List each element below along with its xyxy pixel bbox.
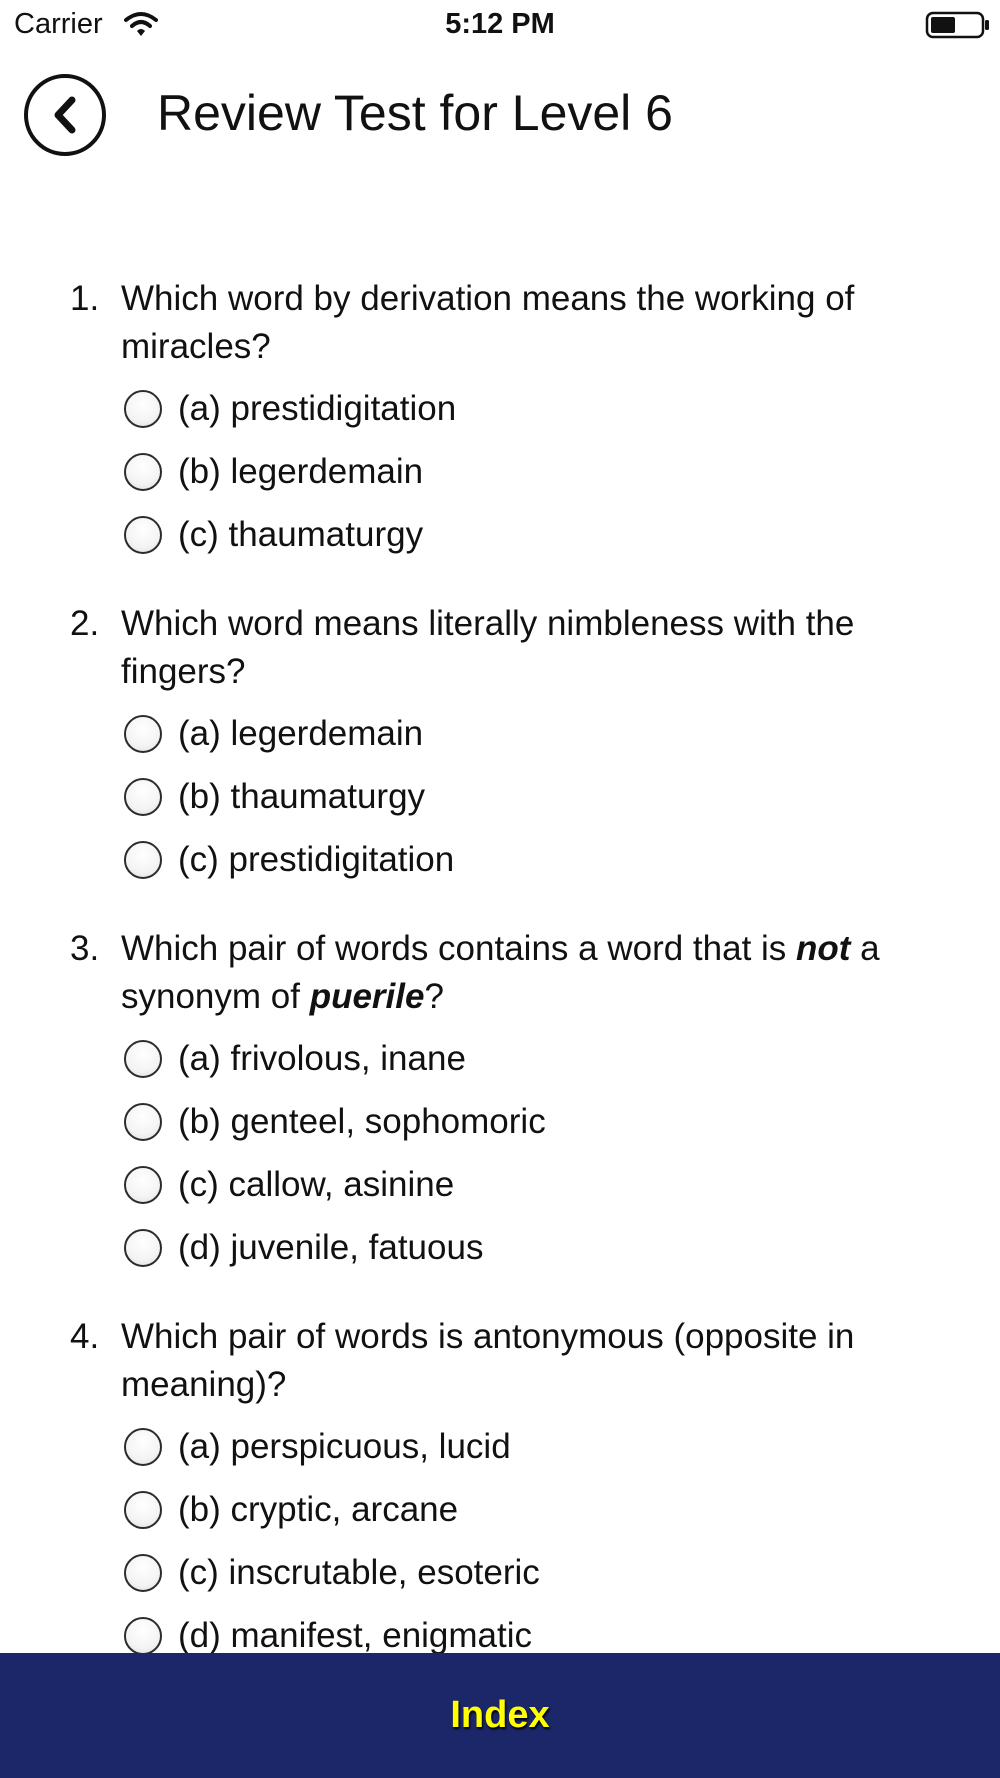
option-label: (c) inscrutable, esoteric [178, 1552, 540, 1592]
question-1 [0, 275, 1000, 566]
option-label: (c) callow, asinine [178, 1164, 455, 1204]
question-number: 4. [70, 1317, 100, 1356]
question-number: 3. [70, 929, 100, 968]
radio-button[interactable] [124, 1617, 162, 1654]
question-prompt: a synonym of [121, 929, 880, 1016]
option-label: (c) thaumaturgy [178, 514, 424, 554]
question-text [0, 1313, 1000, 1409]
answer-option[interactable] [0, 440, 1000, 503]
option-label: (b) genteel, sophomoric [178, 1101, 546, 1141]
radio-button[interactable] [124, 1554, 162, 1592]
chevron-left-icon [48, 95, 82, 135]
option-label: (a) perspicuous, lucid [178, 1426, 511, 1466]
answer-option[interactable] [0, 828, 1000, 891]
question-3 [0, 925, 1000, 1279]
question-text [0, 925, 1000, 1021]
question-4 [0, 1313, 1000, 1653]
answer-option[interactable] [0, 765, 1000, 828]
question-number: 2. [70, 604, 100, 643]
option-label: (b) legerdemain [178, 451, 424, 491]
option-label: (b) thaumaturgy [178, 776, 426, 816]
radio-button[interactable] [124, 715, 162, 753]
radio-button[interactable] [124, 516, 162, 554]
back-button[interactable] [24, 74, 106, 156]
battery-icon [925, 11, 991, 39]
answer-option[interactable] [0, 1216, 1000, 1279]
question-prompt: Which pair of words contains a word that is [121, 929, 797, 968]
radio-button[interactable] [124, 1428, 162, 1466]
answer-option[interactable] [0, 1153, 1000, 1216]
answer-option[interactable] [0, 1090, 1000, 1153]
radio-button[interactable] [124, 1103, 162, 1141]
clock: 5:12 PM [445, 8, 555, 40]
emphasized-word: puerile [309, 977, 425, 1016]
radio-button[interactable] [124, 1166, 162, 1204]
option-label: (b) cryptic, arcane [178, 1489, 459, 1529]
status-bar [0, 0, 1000, 50]
emphasized-word: not [796, 929, 851, 968]
answer-option[interactable] [0, 377, 1000, 440]
bottom-bar [0, 1653, 1000, 1778]
answer-option[interactable] [0, 503, 1000, 566]
option-label: (d) manifest, enigmatic [178, 1615, 533, 1653]
answer-option[interactable] [0, 1478, 1000, 1541]
radio-button[interactable] [124, 1229, 162, 1267]
question-prompt: Which word means literally nimbleness with the fingers? [121, 604, 855, 691]
question-text [0, 275, 1000, 371]
option-label: (d) juvenile, fatuous [178, 1227, 484, 1267]
question-2 [0, 600, 1000, 891]
radio-button[interactable] [124, 1491, 162, 1529]
option-label: (a) legerdemain [178, 713, 424, 753]
radio-button[interactable] [124, 841, 162, 879]
answer-option[interactable] [0, 1541, 1000, 1604]
question-prompt: Which word by derivation means the working of miracles? [121, 279, 855, 366]
radio-button[interactable] [124, 390, 162, 428]
question-number: 1. [70, 279, 100, 318]
radio-button[interactable] [124, 778, 162, 816]
carrier-label: Carrier [14, 8, 103, 40]
answer-option[interactable] [0, 1415, 1000, 1478]
question-text [0, 600, 1000, 696]
option-label: (a) prestidigitation [178, 388, 457, 428]
index-button[interactable]: Index [450, 1694, 550, 1736]
radio-button[interactable] [124, 453, 162, 491]
option-label: (a) frivolous, inane [178, 1038, 466, 1078]
question-prompt: Which pair of words is antonymous (opposite in meaning)? [121, 1317, 855, 1404]
page-title: Review Test for Level 6 [157, 85, 673, 141]
option-label: (c) prestidigitation [178, 839, 455, 879]
answer-option[interactable] [0, 1604, 1000, 1653]
answer-option[interactable] [0, 1027, 1000, 1090]
question-prompt: ? [424, 977, 444, 1016]
question-list [0, 275, 1000, 1653]
answer-option[interactable] [0, 702, 1000, 765]
radio-button[interactable] [124, 1040, 162, 1078]
